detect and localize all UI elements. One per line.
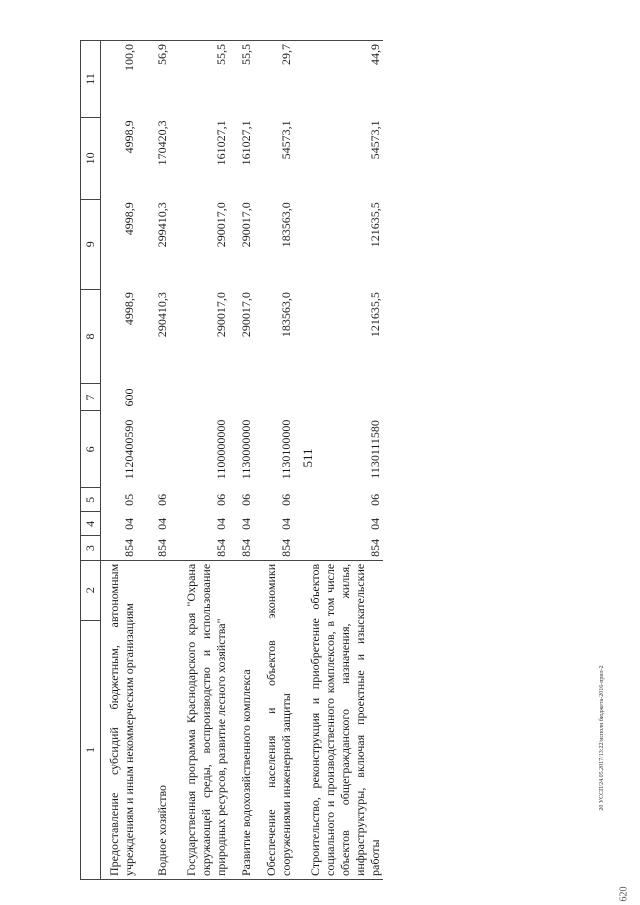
- cell-col-11: 29,7: [254, 41, 294, 118]
- cell-col-6: 1120400590: [122, 419, 136, 480]
- budget-table: [80, 40, 383, 880]
- header-cell-3: 3: [81, 536, 101, 561]
- cell-col-5: 06: [239, 493, 253, 506]
- margin-note: 20 УССП/24.05.2017/13:22/исполн бюджета-2016-прил-2: [599, 665, 605, 811]
- header-cell-9: 9: [81, 199, 101, 289]
- cell-col-11: 55,5: [229, 41, 254, 118]
- cell-col-8: 290017,0: [214, 292, 228, 338]
- header-cell-1: 1: [81, 620, 101, 879]
- cell-col-9: 290017,0: [214, 202, 228, 248]
- cell-col-10: 4998,9: [122, 120, 136, 154]
- cell-col-3: 854: [170, 536, 229, 561]
- corner-page-number: 620: [618, 886, 630, 902]
- table-row: [137, 41, 170, 880]
- cell-col-5: 06: [368, 493, 382, 506]
- cell-col-9: 121635,5: [368, 202, 382, 248]
- cell-col-6: 1100000000: [214, 419, 228, 480]
- row-name: Развитие водохозяйственного комплекса: [229, 560, 254, 879]
- cell-col-5: 06: [214, 493, 228, 506]
- cell-col-9: 183563,0: [279, 202, 293, 248]
- cell-col-10: 161027,1: [239, 120, 253, 166]
- page-number: 511: [300, 448, 315, 468]
- table-header-row: [81, 41, 101, 880]
- cell-col-4: 04: [122, 517, 136, 530]
- cell-col-5: 05: [122, 493, 136, 506]
- cell-col-3: 854: [294, 536, 383, 561]
- cell-col-5: 06: [279, 493, 293, 506]
- cell-col-3: 854: [229, 536, 254, 561]
- row-name: Строительство, реконструкция и приобретение объектов социального и производственного комплексов, в том числе объектов общегражданского назначения, жилья, инфраструктуры, включая проектные и изыскательские работы: [294, 560, 383, 879]
- cell-col-11: 44,9: [294, 41, 383, 118]
- cell-col-10: 170420,3: [155, 120, 169, 166]
- table-body: [81, 41, 384, 880]
- cell-col-9: 290017,0: [239, 202, 253, 248]
- cell-col-6: 1130111580: [368, 420, 382, 479]
- cell-col-8: 290017,0: [239, 292, 253, 338]
- cell-col-9: 4998,9: [122, 202, 136, 236]
- cell-col-11: 55,5: [170, 41, 229, 118]
- cell-col-6: 1130000000: [239, 419, 253, 480]
- cell-col-11: 100,0: [101, 41, 138, 118]
- row-name: Обеспечение населения и объектов экономики сооружениями инженерной защиты: [254, 560, 294, 879]
- cell-col-4: 04: [155, 517, 169, 530]
- header-cell-10: 10: [81, 117, 101, 199]
- cell-col-6: [137, 411, 170, 488]
- header-cell-4: 4: [81, 512, 101, 536]
- cell-col-4: 04: [239, 517, 253, 530]
- row-name: Водное хозяйство: [137, 560, 170, 879]
- cell-col-5: 06: [155, 493, 169, 506]
- header-cell-7: 7: [81, 384, 101, 411]
- cell-col-8: 183563,0: [279, 292, 293, 338]
- cell-col-3: 854: [137, 536, 170, 561]
- cell-col-8: 290410,3: [155, 292, 169, 338]
- table-row: [170, 41, 229, 880]
- cell-col-8: 121635,5: [368, 292, 382, 338]
- cell-col-7: 600: [122, 388, 136, 407]
- cell-col-3: 854: [254, 536, 294, 561]
- cell-col-9: 299410,3: [155, 202, 169, 248]
- cell-col-7: [170, 384, 229, 411]
- cell-col-3: 854: [101, 536, 138, 561]
- cell-col-10: 54573,1: [368, 120, 382, 160]
- cell-col-8: 4998,9: [122, 292, 136, 326]
- cell-col-4: 04: [368, 517, 382, 530]
- cell-col-10: 161027,1: [214, 120, 228, 166]
- table-row: [229, 41, 254, 880]
- header-cell-6: 6: [81, 411, 101, 488]
- header-cell-8: 8: [81, 289, 101, 384]
- cell-col-11: 56,9: [137, 41, 170, 118]
- header-cell-2: 2: [81, 560, 101, 620]
- row-name: Предоставление субсидий бюджетным, автономным учреждениям и иным некоммерческим организациям: [101, 560, 138, 879]
- table-row: [101, 41, 138, 880]
- header-cell-5: 5: [81, 488, 101, 512]
- cell-col-7: [229, 384, 254, 411]
- rotated-table-area: [80, 40, 530, 880]
- row-name: Государственная программа Краснодарского края "Охрана окружающей среды, воспроизводство и использование природных ресурсов, развитие лесного хозяйства": [170, 560, 229, 879]
- cell-col-7: [137, 384, 170, 411]
- cell-col-7: [294, 384, 383, 411]
- cell-col-7: [254, 384, 294, 411]
- cell-col-4: 04: [214, 517, 228, 530]
- header-cell-11: 11: [81, 41, 101, 118]
- table-row: [254, 41, 294, 880]
- cell-col-4: 04: [279, 517, 293, 530]
- cell-col-6: 1130100000: [279, 419, 293, 480]
- cell-col-10: 54573,1: [279, 120, 293, 160]
- table-row: [294, 41, 383, 880]
